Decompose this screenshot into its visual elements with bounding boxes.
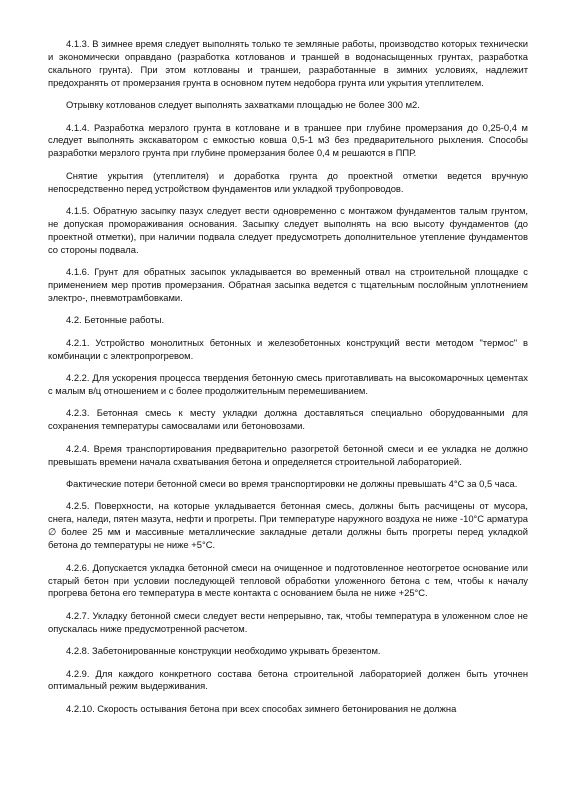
paragraph-4-2-5: 4.2.5. Поверхности, на которые укладывается бетонная смесь, должны быть расчищены от мусора, снега, наледи, пятен мазута, нефти и прогреты. При температуре наружного воздуха не ниже -10°С арматура ∅ более 25 мм и массивные металлические закладные детали должны быть прогреты перед укладкой бетона до температуры не ниже +5°С. bbox=[48, 500, 528, 551]
paragraph-4-2-4: 4.2.4. Время транспортирования предварительно разогретой бетонной смеси и ее укладка не должно превышать времени начала схватывания бетона и определяется строительной лабораторией. bbox=[48, 442, 528, 467]
section-heading-4-2: 4.2. Бетонные работы. bbox=[66, 314, 165, 326]
paragraph-4-2-2: 4.2.2. Для ускорения процесса твердения бетонную смесь приготавливать на высокомарочных цементах с малым в/ц отношением и с более продолжительным перемешиванием. bbox=[48, 372, 528, 397]
paragraph-4-2-3: 4.2.3. Бетонная смесь к месту укладки должна доставляться специально оборудованными для сохранения температуры самосвалами или бетоновозами. bbox=[48, 407, 528, 432]
paragraph-4-2-10: 4.2.10. Скорость остывания бетона при всех способах зимнего бетонирования не должна bbox=[66, 702, 457, 714]
paragraph-4-1-6: 4.1.6. Грунт для обратных засыпок укладывается во временный отвал на строительной площадке с применением мер против промерзания. Обратная засыпка ведется с тщательным послойным уплотнением электро-, пневмотрамбовками. bbox=[48, 266, 528, 303]
paragraph-4-2-9: 4.2.9. Для каждого конкретного состава бетона строительной лабораторией должен быть уточнен оптимальный режим выдерживания. bbox=[48, 667, 528, 692]
paragraph-concrete-losses: Фактические потери бетонной смеси во время транспортировки не должны превышать 4°С за 0,5 часа. bbox=[66, 478, 518, 490]
paragraph-4-2-1: 4.2.1. Устройство монолитных бетонных и железобетонных конструкций вести методом "термос" в комбинации с электропрогревом. bbox=[48, 336, 528, 361]
document-page bbox=[48, 38, 528, 725]
paragraph-4-2-6: 4.2.6. Допускается укладка бетонной смеси на очищенное и подготовленное неотогретое основание или старый бетон при условии последующей тепловой обработки уложенного бетона с тем, чтобы к началу прогрева бетона его температура в месте контакта с основанием была не ниже +25°С. bbox=[48, 561, 528, 599]
paragraph-4-1-5: 4.1.5. Обратную засыпку пазух следует вести одновременно с монтажом фундаментов талым грунтом, не допуская проморaживания основания. Засыпку следует выполнять на всю высоту фундаментов (до проектной отметки), при наличии подвала следует предусмотреть дополнительное утепление фундаментов со стороны подвала. bbox=[48, 205, 528, 255]
paragraph-excavation-area: Отрывку котлованов следует выполнять захватками площадью не более 300 м2. bbox=[66, 99, 420, 111]
paragraph-4-2-7: 4.2.7. Укладку бетонной смеси следует вести непрерывно, так, чтобы температура в уложенном слое не опускалась ниже предусмотренной расчетом. bbox=[48, 609, 528, 634]
paragraph-4-2-8: 4.2.8. Забетонированные конструкции необходимо укрывать брезентом. bbox=[66, 645, 381, 657]
paragraph-4-1-3: 4.1.3. В зимнее время следует выполнять только те земляные работы, производство которых технически и экономически оправдано (разработка котлованов и траншей в водонасыщенных грунтах, разработка скального грунта). При этом котлованы и траншеи, разработанные в зимних условиях, надлежит предохранять от промерзания грунта в основном путем недобора грунта или укрытия утеплителем. bbox=[48, 38, 528, 88]
paragraph-4-1-4: 4.1.4. Разработка мерзлого грунта в котловане и в траншее при глубине промерзания до 0,25-0,4 м следует выполнять экскаватором с емкостью ковша 0,5-1 м3 без предварительного рыхления. Способы разработки мерзлого грунта при глубине промерзания более 0,4 м решаются в ППР. bbox=[48, 121, 528, 159]
paragraph-cover-removal: Снятие укрытия (утеплителя) и доработка грунта до проектной отметки ведется вручную непосредственно перед устройством фундаментов или укладкой трубопроводов. bbox=[48, 169, 528, 194]
